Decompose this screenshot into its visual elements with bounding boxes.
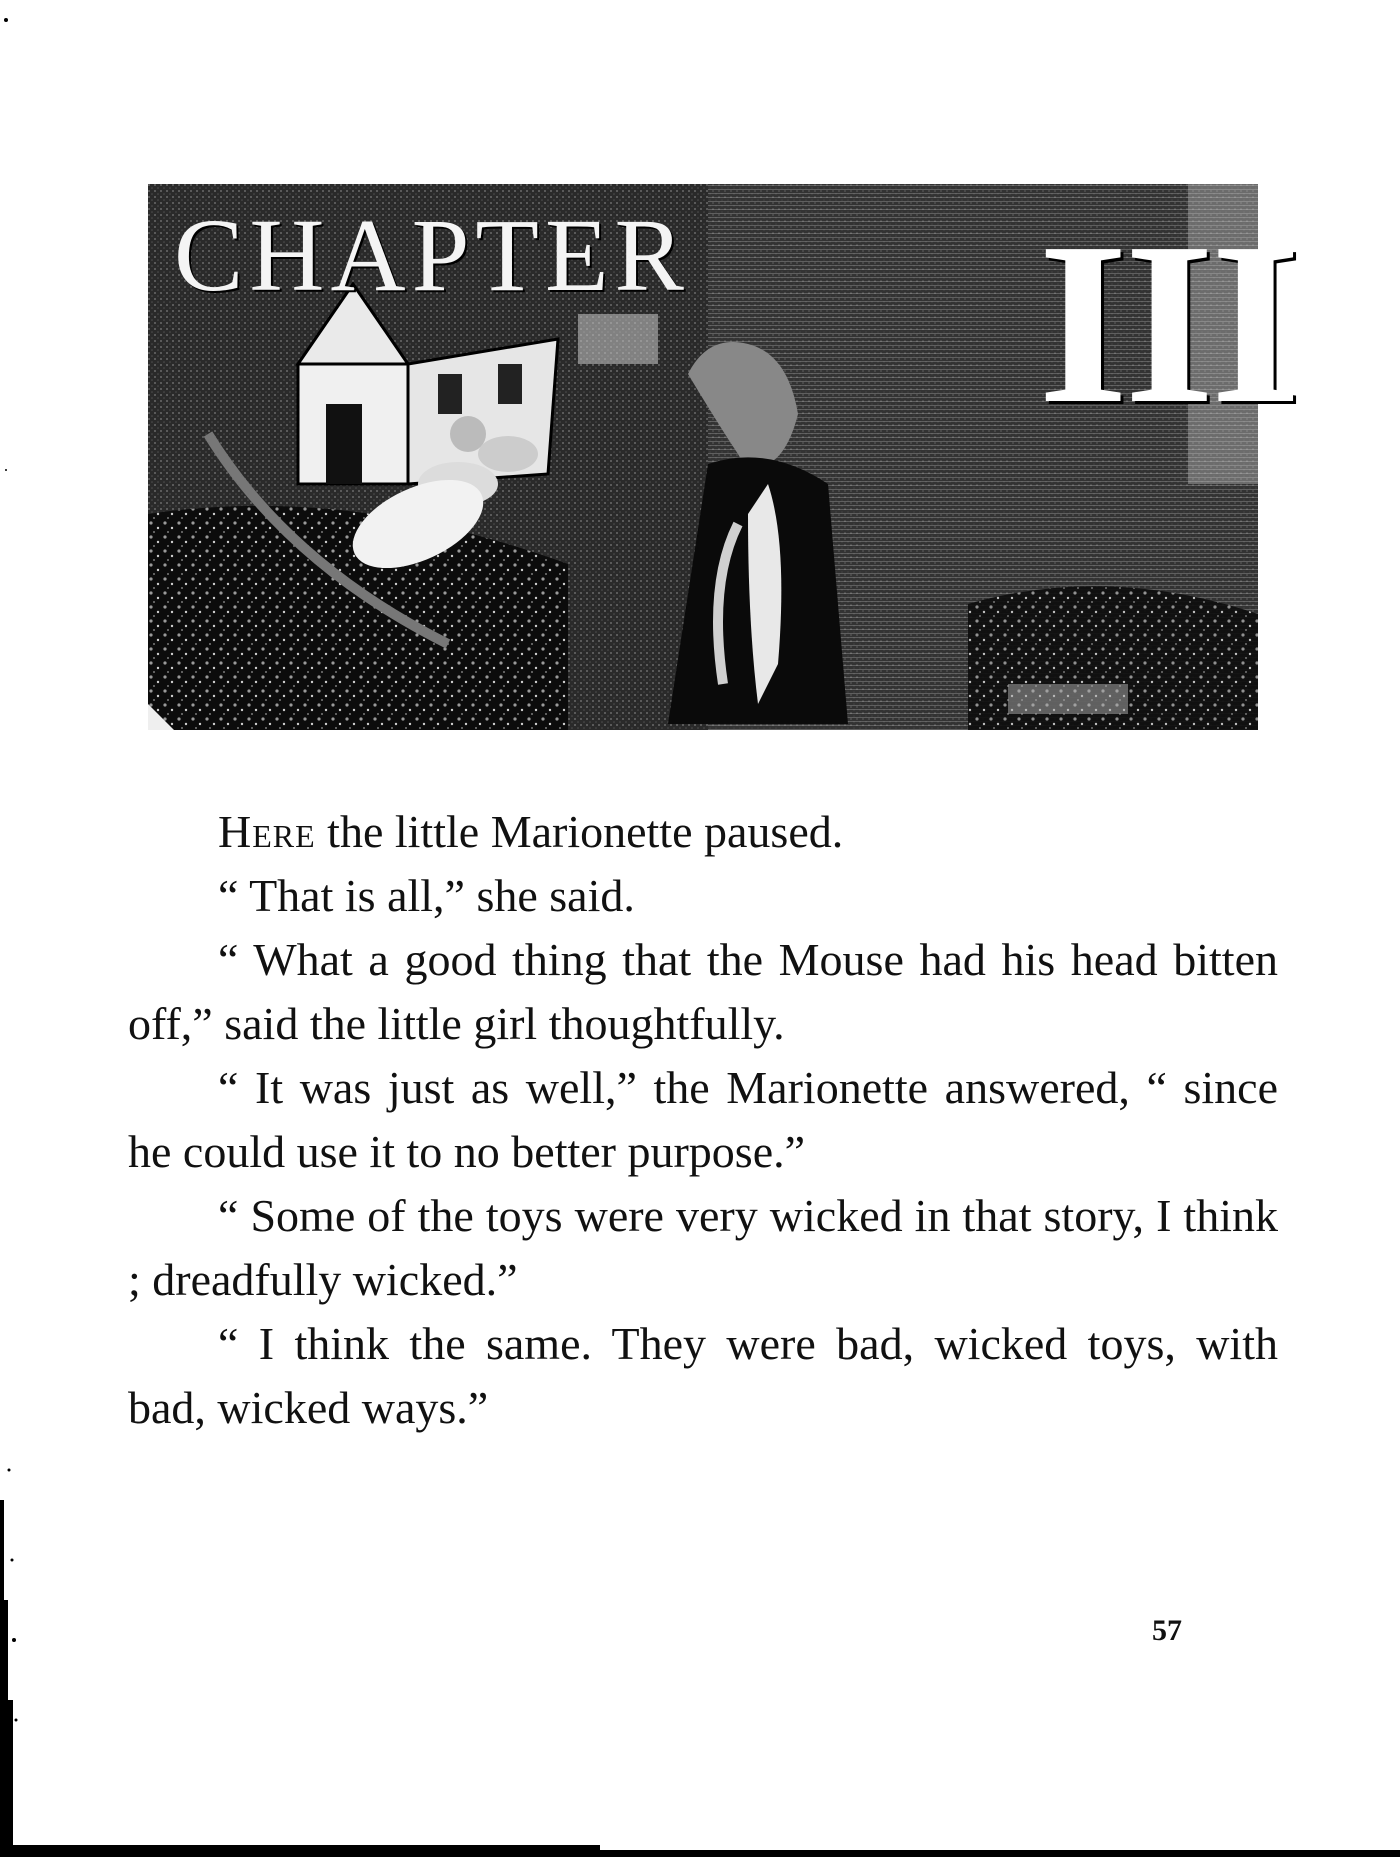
chapter-header-illustration: [148, 184, 1297, 730]
paragraph-5: “ Some of the toys were very wicked in that story, I think ; dreadfully wicked.”: [128, 1190, 1278, 1305]
paragraph-2: “ That is all,” she said.: [218, 870, 635, 921]
paragraph-3: “ What a good thing that the Mouse had his head bitten off,” said the little girl thoughtfully.: [128, 934, 1278, 1049]
chapter-numeral: III: [1038, 195, 1297, 452]
chapter-word: CHAPTER: [174, 198, 690, 313]
paragraph-1-text: the little Marionette paused.: [315, 806, 844, 857]
scan-edge-bottom: [0, 1817, 1400, 1857]
paragraph-6: “ I think the same. They were bad, wicked toys, with bad, wicked ways.”: [128, 1318, 1278, 1433]
page-number: 57: [1152, 1614, 1182, 1647]
scan-edge-left: [0, 0, 22, 1857]
chapter-body-text: [128, 800, 1278, 1440]
lead-word: Here: [218, 806, 316, 857]
paragraph-4: “ It was just as well,” the Marionette answered, “ since he could use it to no better purpose.”: [128, 1062, 1278, 1177]
paragraph-1: [128, 800, 1278, 864]
